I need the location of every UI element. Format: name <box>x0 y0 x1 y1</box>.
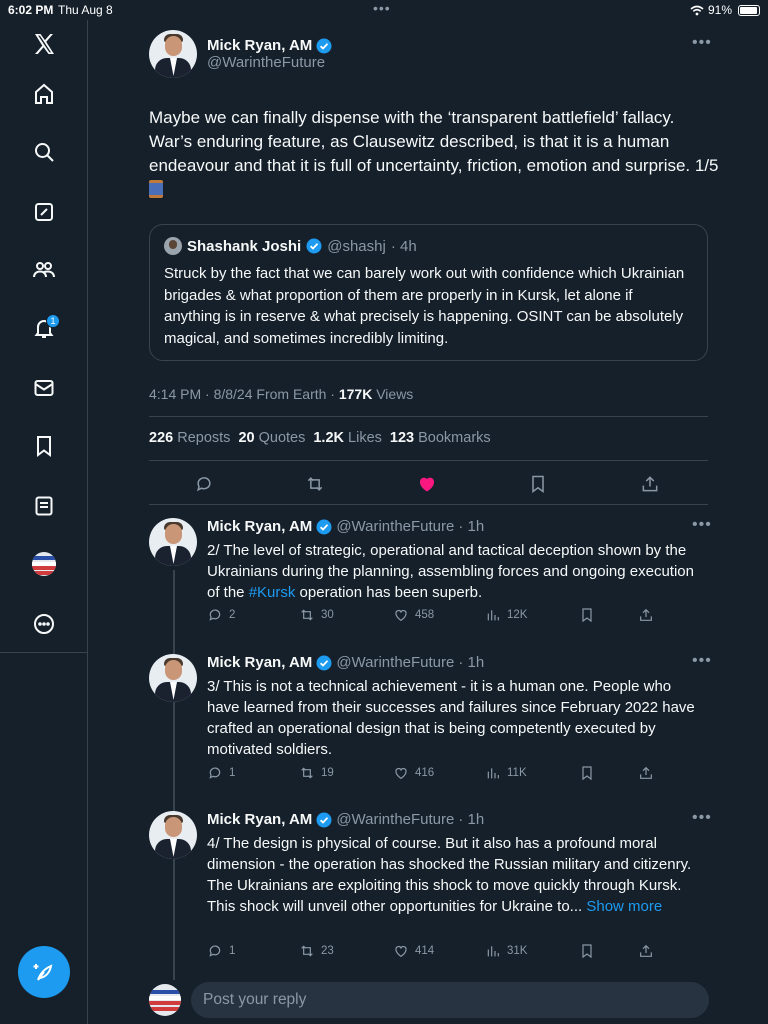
reply-text: 3/ This is not a technical achievement - it is a human one. People who have learned from their successes and failures since February 2022 have crafted an operational design that is being competently executed by motivated soldiers. <box>207 678 695 758</box>
repost-count-button[interactable]: 30 <box>299 607 334 623</box>
verified-badge-icon <box>316 812 332 828</box>
people-icon[interactable] <box>28 254 60 286</box>
reposts-stat[interactable]: 226 Reposts <box>149 430 231 446</box>
reply-author-name[interactable]: Mick Ryan, AM <box>207 654 313 671</box>
reply-tweet[interactable] <box>149 652 712 784</box>
reply-count-button[interactable]: 2 <box>207 607 235 623</box>
bookmark-icon[interactable] <box>579 943 595 959</box>
tweet-text <box>149 106 719 202</box>
reply-time[interactable]: · 1h <box>458 811 485 828</box>
reply-author-handle[interactable]: @WarintheFuture <box>336 811 455 828</box>
main-tweet-header <box>149 30 332 78</box>
search-icon[interactable] <box>28 136 60 168</box>
my-avatar <box>149 984 181 1016</box>
quote-author-name: Shashank Joshi <box>187 237 302 255</box>
like-count-button[interactable]: 416 <box>393 765 434 781</box>
more-circle-icon[interactable] <box>28 608 60 640</box>
more-options-icon[interactable]: ••• <box>692 809 712 826</box>
reply-count-button[interactable]: 1 <box>207 943 235 959</box>
reply-text: 4/ The design is physical of course. But it also has a profound moral dimension - the operation has shocked the Russian military and citizenry. The Ukrainians are exploiting this shock to move quickly through Kursk. This shock will unveil other opportunities for Ukraine to... Show more <box>207 835 692 915</box>
like-icon[interactable] <box>415 472 439 496</box>
author-avatar[interactable] <box>149 30 197 78</box>
status-time: 6:02 PM <box>8 3 54 17</box>
views-count-button[interactable]: 12K <box>485 607 527 623</box>
notification-badge: 1 <box>46 314 60 328</box>
repost-count-button[interactable]: 19 <box>299 765 334 781</box>
reply-author-name[interactable]: Mick Ryan, AM <box>207 811 313 828</box>
more-options-icon[interactable]: ••• <box>692 516 712 533</box>
more-options-icon[interactable]: ••• <box>692 34 712 51</box>
x-logo-icon[interactable] <box>28 28 60 60</box>
divider <box>149 504 708 505</box>
quoted-tweet[interactable] <box>149 224 708 361</box>
share-icon[interactable] <box>638 943 654 959</box>
tweet-meta <box>149 386 413 402</box>
reply-input[interactable]: Post your reply <box>191 982 709 1018</box>
list-icon[interactable] <box>28 490 60 522</box>
reply-count-button[interactable]: 1 <box>207 765 235 781</box>
reply-composer <box>149 982 709 1018</box>
quotes-stat[interactable]: 20 Quotes <box>238 430 306 446</box>
status-bar <box>0 0 768 20</box>
reply-time[interactable]: · 1h <box>458 518 485 535</box>
profile-avatar[interactable] <box>28 548 60 580</box>
reply-action-bar <box>207 943 657 963</box>
author-handle[interactable]: @WarintheFuture <box>207 54 326 71</box>
quote-author-avatar <box>164 237 182 255</box>
sidebar-divider <box>0 652 88 653</box>
verified-badge-icon <box>316 655 332 671</box>
reply-avatar[interactable] <box>149 811 197 859</box>
likes-stat[interactable]: 1.2K Likes <box>313 430 382 446</box>
divider <box>149 460 708 461</box>
author-name[interactable]: Mick Ryan, AM <box>207 37 313 54</box>
thread-spool-emoji <box>149 180 163 198</box>
grok-icon[interactable] <box>28 196 60 228</box>
reply-action-bar <box>207 607 657 627</box>
views-count: 177K <box>338 386 373 402</box>
repost-count-button[interactable]: 23 <box>299 943 334 959</box>
like-count-button[interactable]: 458 <box>393 607 434 623</box>
battery-icon <box>738 5 760 16</box>
verified-badge-icon <box>316 519 332 535</box>
verified-badge-icon <box>306 238 322 254</box>
reply-action-bar <box>207 765 657 785</box>
wifi-icon <box>690 5 704 16</box>
reply-author-name[interactable]: Mick Ryan, AM <box>207 518 313 535</box>
share-icon[interactable] <box>638 765 654 781</box>
repost-icon[interactable] <box>303 472 327 496</box>
reply-author-handle[interactable]: @WarintheFuture <box>336 654 455 671</box>
reply-text: 2/ The level of strategic, operational and tactical deception shown by the Ukrainians during the planning, assembling forces and ongoing execution of the #Kursk operation has been superb. <box>207 542 694 601</box>
reply-tweet[interactable] <box>149 809 712 961</box>
bookmark-icon[interactable] <box>579 765 595 781</box>
tweet-action-bar <box>149 470 708 498</box>
engagement-stats <box>149 430 491 446</box>
status-date: Thu Aug 8 <box>58 3 113 17</box>
views-count-button[interactable]: 31K <box>485 943 527 959</box>
mail-icon[interactable] <box>28 372 60 404</box>
share-icon[interactable] <box>638 607 654 623</box>
like-count-button[interactable]: 414 <box>393 943 434 959</box>
verified-badge-icon <box>316 38 332 54</box>
bookmark-icon[interactable] <box>579 607 595 623</box>
views-label: Views <box>372 386 414 402</box>
status-right <box>690 3 760 17</box>
more-options-icon[interactable]: ••• <box>692 652 712 669</box>
bookmarks-stat[interactable]: 123 Bookmarks <box>389 430 491 446</box>
tweet-timestamp[interactable]: 4:14 PM · 8/8/24 From Earth · <box>149 386 339 402</box>
battery-percent: 91% <box>707 3 732 17</box>
reply-tweet[interactable] <box>149 516 712 630</box>
hashtag-link[interactable]: #Kursk <box>248 584 296 601</box>
show-more-link[interactable]: Show more <box>586 898 663 915</box>
reply-avatar[interactable] <box>149 654 197 702</box>
quote-author-handle: @shashj <box>327 237 386 255</box>
views-count-button[interactable]: 11K <box>485 765 527 781</box>
sidebar <box>0 20 88 1024</box>
bookmark-icon[interactable] <box>28 430 60 462</box>
compose-feather-icon <box>32 960 56 984</box>
tweet-thread <box>89 20 768 1024</box>
reply-icon[interactable] <box>192 472 216 496</box>
multitasking-dots[interactable]: ••• <box>373 0 391 16</box>
quote-text: Struck by the fact that we can barely work out with confidence which Ukrainian brigades & what proportion of them are properly in in Kursk, let alone if anything is in reserve & what precisely is happening. OSINT can be absolutely magical, and sometimes incredibly limiting. <box>164 265 685 347</box>
reply-time[interactable]: · 1h <box>458 654 485 671</box>
bell-icon[interactable] <box>28 312 60 344</box>
reply-avatar[interactable] <box>149 518 197 566</box>
quote-time: · 4h <box>390 237 417 255</box>
tweet-text-body: Maybe we can finally dispense with the ‘transparent battlefield’ fallacy. War’s enduring feature, as Clausewitz described, is that it is a human endeavour and that it is full of uncertainty, friction, emotion and surprise. 1/5 <box>149 108 719 175</box>
home-icon[interactable] <box>28 78 60 110</box>
divider <box>149 416 708 417</box>
reply-author-handle[interactable]: @WarintheFuture <box>336 518 455 535</box>
bookmark-icon[interactable] <box>526 472 550 496</box>
compose-button[interactable] <box>18 946 70 998</box>
share-icon[interactable] <box>638 472 662 496</box>
